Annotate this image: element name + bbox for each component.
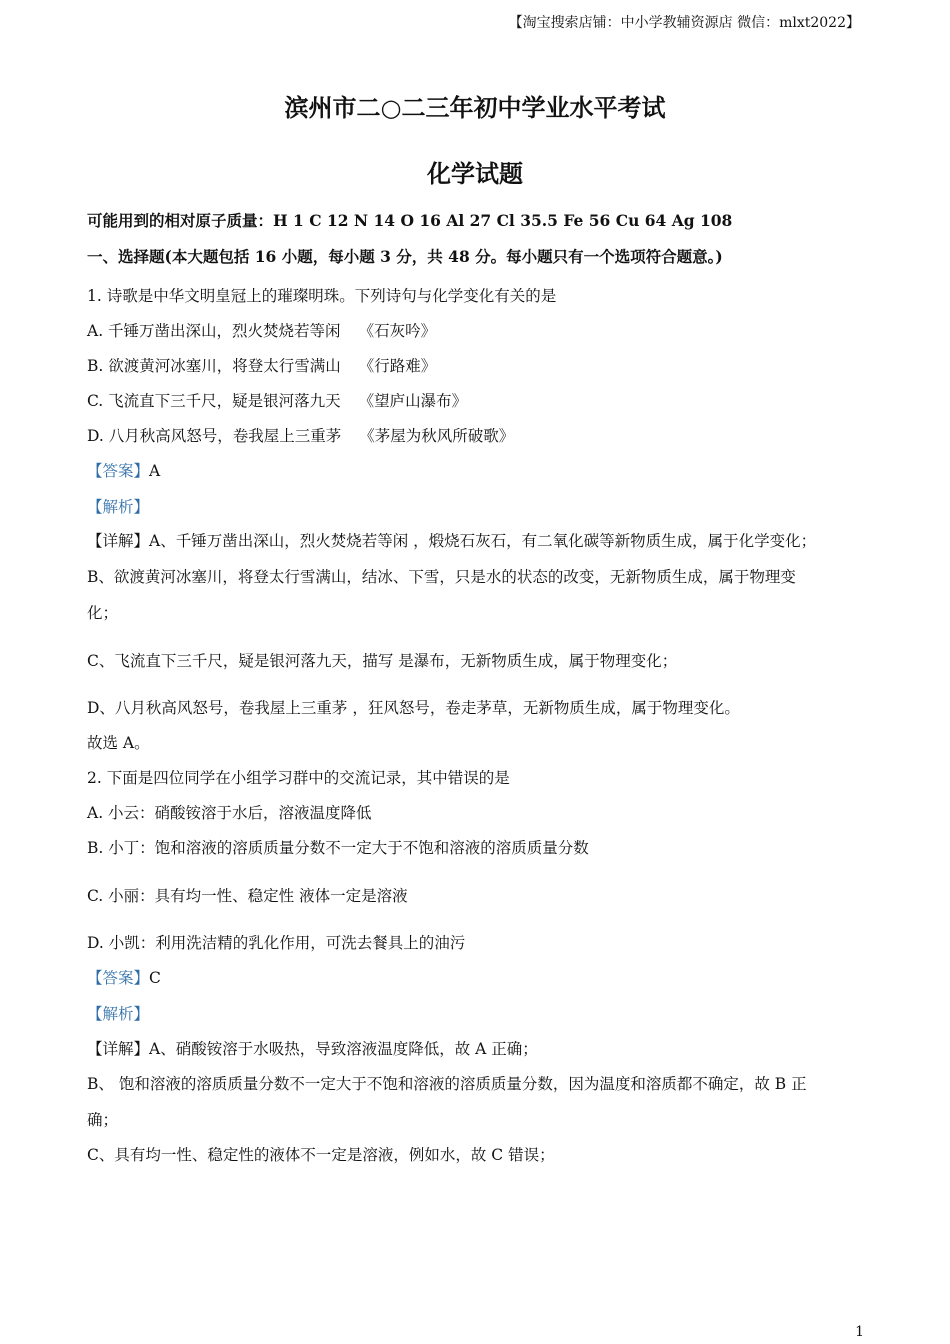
q2-detail-a <box>87 1037 538 1059</box>
q1-detail-a-text: A、千锤万凿出深山，烈火焚烧若等闲 ，煅烧石灰石，有二氧化碳等新物质生成，属于化学变化； <box>149 532 817 550</box>
q1-option-c-text: C. 飞流直下三千尺，疑是银河落九天 <box>87 392 341 410</box>
q2-answer-value: C <box>149 969 161 987</box>
section-heading: 一、选择题(本大题包括 16 小题，每小题 3 分，共 48 分。每小题只有一个选项符合题意。) <box>87 247 723 266</box>
q1-detail-label: 【详解】 <box>87 532 150 550</box>
q1-stem: 1. 诗歌是中华文明皇冠上的璀璨明珠。下列诗句与化学变化有关的是 <box>87 287 557 305</box>
q1-option-a-text: A. 千锤万凿出深山，烈火焚烧若等闲 <box>87 322 341 340</box>
q1-option-d-source: 《茅屋为秋风所破歌》 <box>359 427 515 445</box>
q2-detail-c: C、具有均一性、稳定性的液体不一定是溶液，例如水，故 C 错误； <box>87 1146 555 1164</box>
q1-option-b-source: 《行路难》 <box>358 357 437 375</box>
q2-answer-label: 【答案】 <box>87 969 150 987</box>
q1-analysis-label: 【解析】 <box>87 498 150 516</box>
q2-analysis-label: 【解析】 <box>87 1005 150 1023</box>
q1-option-c-source: 《望庐山瀑布》 <box>358 392 468 410</box>
q1-detail-b2: 化； <box>87 604 119 622</box>
q1-option-d <box>87 424 514 446</box>
q1-option-d-text: D. 八月秋高风怒号，卷我屋上三重茅 <box>87 427 342 445</box>
q2-option-c: C. 小丽：具有均一性、稳定性 液体一定是溶液 <box>87 887 408 905</box>
page-subtitle: 化学试题 <box>427 159 523 188</box>
q1-answer-label: 【答案】 <box>87 462 150 480</box>
q2-option-d: D. 小凯：利用洗洁精的乳化作用，可洗去餐具上的油污 <box>87 934 466 952</box>
page-title: 滨州市二○二三年初中学业水平考试 <box>284 93 666 122</box>
q1-answer <box>87 459 160 481</box>
q2-stem: 2. 下面是四位同学在小组学习群中的交流记录，其中错误的是 <box>87 769 510 787</box>
q1-detail-d: D、八月秋高风怒号，卷我屋上三重茅 ，狂风怒号，卷走茅草，无新物质生成，属于物理变化。 <box>87 699 740 717</box>
q1-conclusion: 故选 A。 <box>87 734 150 752</box>
q1-option-c <box>87 389 467 411</box>
q1-option-a-source: 《石灰吟》 <box>358 322 437 340</box>
q2-detail-b1: B、 饱和溶液的溶质质量分数不一定大于不饱和溶液的溶质质量分数，因为温度和溶质都不确定，故 B 正 <box>87 1075 807 1093</box>
q2-detail-label: 【详解】 <box>87 1040 150 1058</box>
q1-detail-a <box>87 529 816 551</box>
q1-option-a <box>87 319 436 341</box>
atomic-masses: 可能用到的相对原子质量：H 1 C 12 N 14 O 16 Al 27 Cl 35.5 Fe 56 Cu 64 Ag 108 <box>87 211 733 230</box>
q1-option-b <box>87 354 436 376</box>
page-number: 1 <box>855 1324 864 1340</box>
header-note: 【淘宝搜索店铺：中小学教辅资源店 微信：mlxt2022】 <box>508 15 860 31</box>
q2-option-b: B. 小丁：饱和溶液的溶质质量分数不一定大于不饱和溶液的溶质质量分数 <box>87 839 589 857</box>
q1-option-b-text: B. 欲渡黄河冰塞川，将登太行雪满山 <box>87 357 341 375</box>
q2-answer <box>87 966 161 988</box>
q2-option-a: A. 小云：硝酸铵溶于水后，溶液温度降低 <box>87 804 372 822</box>
q1-detail-c: C、飞流直下三千尺，疑是银河落九天，描写 是瀑布，无新物质生成，属于物理变化； <box>87 652 678 670</box>
q1-detail-b1: B、欲渡黄河冰塞川，将登太行雪满山，结冰、下雪，只是水的状态的改变，无新物质生成，属于物理变 <box>87 568 796 586</box>
q1-answer-value: A <box>149 462 161 480</box>
q2-detail-b2: 确； <box>87 1111 119 1129</box>
q2-detail-a-text: A、硝酸铵溶于水吸热，导致溶液温度降低，故 A 正确； <box>149 1040 538 1058</box>
